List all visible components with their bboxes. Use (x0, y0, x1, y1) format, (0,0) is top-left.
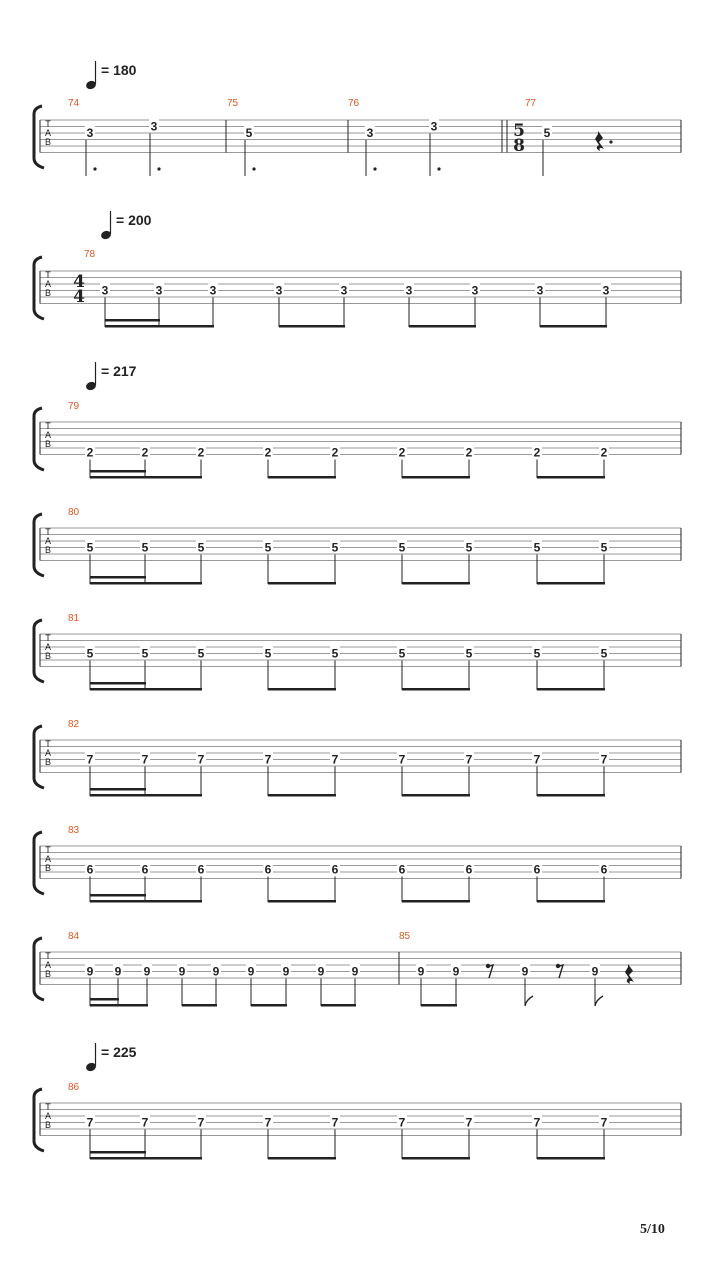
fret-number: 3 (150, 119, 158, 134)
beam (105, 325, 214, 328)
time-signature-bottom: 8 (513, 136, 525, 156)
beam (90, 788, 146, 791)
fret-number: 2 (264, 445, 272, 460)
fret-number: 5 (141, 646, 149, 661)
tab-clef-letter: B (44, 969, 52, 979)
beam (409, 325, 476, 328)
fret-number: 5 (86, 646, 94, 661)
beam (90, 900, 202, 903)
beam (402, 794, 470, 797)
fret-number: 5 (398, 540, 406, 555)
time-signature-top: 5 (513, 121, 525, 141)
measure-number: 80 (68, 507, 80, 518)
fret-number: 7 (533, 1115, 541, 1130)
tab-clef-letter: T (45, 270, 51, 280)
fret-number: 5 (533, 540, 541, 555)
measure-number: 75 (227, 98, 239, 109)
beam (537, 476, 605, 479)
tab-clef-letter: B (44, 439, 52, 449)
measure-number: 81 (68, 613, 80, 624)
beam (402, 1157, 470, 1160)
fret-number: 9 (521, 964, 529, 979)
beam (90, 998, 119, 1001)
tab-clef-letter: A (44, 960, 52, 970)
system-bracket (34, 832, 44, 894)
rhythm-dot (437, 167, 440, 170)
fret-number: 9 (591, 964, 599, 979)
fret-number: 5 (197, 540, 205, 555)
fret-number: 5 (86, 540, 94, 555)
fret-number: 9 (317, 964, 325, 979)
fret-number: 6 (141, 862, 149, 877)
beam (90, 794, 202, 797)
rhythm-dot (157, 167, 160, 170)
beam (537, 688, 605, 691)
fret-number: 7 (533, 752, 541, 767)
time-signature-top: 4 (73, 272, 85, 292)
fret-number: 7 (86, 752, 94, 767)
fret-number: 2 (197, 445, 205, 460)
tab-clef-letter: A (44, 430, 52, 440)
fret-number: 9 (351, 964, 359, 979)
measure-number: 78 (84, 249, 96, 260)
beam (90, 688, 202, 691)
measure-number: 83 (68, 825, 80, 836)
system-bracket (34, 408, 44, 470)
fret-number: 9 (178, 964, 186, 979)
tab-clef-letter: T (45, 845, 51, 855)
fret-number: 7 (398, 1115, 406, 1130)
fret-number: 5 (331, 540, 339, 555)
fret-number: 7 (331, 752, 339, 767)
beam (279, 325, 345, 328)
fret-number: 7 (197, 752, 205, 767)
fret-number: 2 (141, 445, 149, 460)
beam (90, 1004, 148, 1007)
tab-clef-letter: T (45, 527, 51, 537)
fret-number: 6 (264, 862, 272, 877)
beam (90, 470, 146, 473)
beam (537, 794, 605, 797)
beam (402, 900, 470, 903)
fret-number: 9 (452, 964, 460, 979)
fret-number: 7 (600, 1115, 608, 1130)
fret-number: 7 (264, 752, 272, 767)
fret-number: 5 (465, 540, 473, 555)
fret-number: 2 (86, 445, 94, 460)
fret-number: 9 (86, 964, 94, 979)
tab-clef-letter: T (45, 421, 51, 431)
tab-clef-letter: A (44, 854, 52, 864)
tab-clef-letter: B (44, 288, 52, 298)
fret-number: 6 (331, 862, 339, 877)
beam (182, 1004, 217, 1007)
fret-number: 3 (209, 283, 217, 298)
beam (268, 476, 336, 479)
note-flag (595, 996, 603, 1006)
fret-number: 7 (600, 752, 608, 767)
tab-clef-letter: T (45, 1102, 51, 1112)
fret-number: 6 (465, 862, 473, 877)
fret-number: 9 (114, 964, 122, 979)
tab-clef-letter: B (44, 863, 52, 873)
beam (105, 319, 160, 322)
tab-clef-letter: T (45, 739, 51, 749)
fret-number: 2 (398, 445, 406, 460)
beam (268, 688, 336, 691)
rhythm-dot (93, 167, 96, 170)
fret-number: 6 (197, 862, 205, 877)
beam (90, 1151, 146, 1154)
fret-number: 3 (471, 283, 479, 298)
fret-number: 9 (282, 964, 290, 979)
beam (537, 900, 605, 903)
beam (540, 325, 607, 328)
tab-clef-letter: A (44, 536, 52, 546)
beam (90, 682, 146, 685)
measure-number: 82 (68, 719, 80, 730)
fret-number: 9 (143, 964, 151, 979)
tab-clef-letter: A (44, 1111, 52, 1121)
system-bracket (34, 620, 44, 682)
fret-number: 3 (155, 283, 163, 298)
measure-number: 84 (68, 931, 80, 942)
tempo-marking: = 180 (101, 62, 137, 78)
fret-number: 2 (533, 445, 541, 460)
beam (268, 1157, 336, 1160)
fret-number: 3 (101, 283, 109, 298)
beam (268, 794, 336, 797)
fret-number: 2 (331, 445, 339, 460)
fret-number: 9 (212, 964, 220, 979)
tempo-marking: = 225 (101, 1044, 137, 1060)
fret-number: 5 (600, 646, 608, 661)
tab-clef-letter: B (44, 1120, 52, 1130)
beam (90, 476, 202, 479)
fret-number: 3 (430, 119, 438, 134)
tempo-marking: = 200 (116, 212, 152, 228)
tab-clef-letter: B (44, 651, 52, 661)
fret-number: 7 (141, 1115, 149, 1130)
measure-number: 79 (68, 401, 80, 412)
time-signature-bottom: 4 (73, 287, 85, 307)
fret-number: 5 (141, 540, 149, 555)
system-bracket (34, 726, 44, 788)
fret-number: 5 (465, 646, 473, 661)
fret-number: 5 (264, 646, 272, 661)
fret-number: 3 (340, 283, 348, 298)
beam (251, 1004, 287, 1007)
fret-number: 2 (600, 445, 608, 460)
tab-clef-letter: B (44, 137, 52, 147)
fret-number: 9 (417, 964, 425, 979)
beam (90, 1157, 202, 1160)
fret-number: 5 (533, 646, 541, 661)
fret-number: 5 (245, 126, 253, 140)
fret-number: 3 (602, 283, 610, 298)
beam (321, 1004, 356, 1007)
fret-number: 3 (366, 126, 374, 140)
beam (90, 894, 146, 897)
beam (402, 476, 470, 479)
fret-number: 6 (398, 862, 406, 877)
system-bracket (34, 514, 44, 576)
quarter-rest-icon (595, 131, 604, 151)
measure-number: 86 (68, 1082, 80, 1093)
fret-number: 7 (141, 752, 149, 767)
fret-number: 9 (247, 964, 255, 979)
tab-clef-letter: T (45, 119, 51, 129)
beam (402, 688, 470, 691)
fret-number: 3 (405, 283, 413, 298)
fret-number: 5 (398, 646, 406, 661)
beam (537, 582, 605, 585)
beam (421, 1004, 457, 1007)
fret-number: 6 (533, 862, 541, 877)
fret-number: 5 (197, 646, 205, 661)
fret-number: 7 (331, 1115, 339, 1130)
tab-clef-letter: A (44, 642, 52, 652)
fret-number: 7 (465, 1115, 473, 1130)
fret-number: 7 (86, 1115, 94, 1130)
beam (537, 1157, 605, 1160)
fret-number: 5 (543, 126, 551, 140)
tab-clef-letter: B (44, 757, 52, 767)
beam (402, 582, 470, 585)
quarter-rest-icon (625, 964, 634, 984)
tab-clef-letter: A (44, 128, 52, 138)
rhythm-dot (373, 167, 376, 170)
rest-dot (609, 140, 612, 143)
beam (90, 582, 202, 585)
measure-number: 74 (68, 98, 80, 109)
page-number: 5/10 (640, 1222, 665, 1237)
note-flag (525, 996, 533, 1006)
tempo-marking: = 217 (101, 363, 137, 379)
fret-number: 6 (86, 862, 94, 877)
fret-number: 7 (398, 752, 406, 767)
fret-number: 7 (264, 1115, 272, 1130)
fret-number: 6 (600, 862, 608, 877)
beam (268, 900, 336, 903)
fret-number: 7 (465, 752, 473, 767)
system-bracket (34, 938, 44, 1000)
beam (90, 576, 146, 579)
tab-clef-letter: T (45, 951, 51, 961)
fret-number: 3 (86, 126, 94, 140)
system-bracket (34, 1089, 44, 1151)
fret-number: 2 (465, 445, 473, 460)
fret-number: 7 (197, 1115, 205, 1130)
rhythm-dot (252, 167, 255, 170)
system-bracket (34, 106, 44, 168)
measure-number: 76 (348, 98, 360, 109)
fret-number: 3 (536, 283, 544, 298)
tab-clef-letter: B (44, 545, 52, 555)
tab-clef-letter: T (45, 633, 51, 643)
tab-clef-letter: A (44, 279, 52, 289)
measure-number: 85 (399, 931, 411, 942)
fret-number: 3 (275, 283, 283, 298)
fret-number: 5 (264, 540, 272, 555)
fret-number: 5 (331, 646, 339, 661)
beam (268, 582, 336, 585)
tab-clef-letter: A (44, 748, 52, 758)
fret-number: 5 (600, 540, 608, 555)
measure-number: 77 (525, 98, 537, 109)
system-bracket (34, 257, 44, 319)
